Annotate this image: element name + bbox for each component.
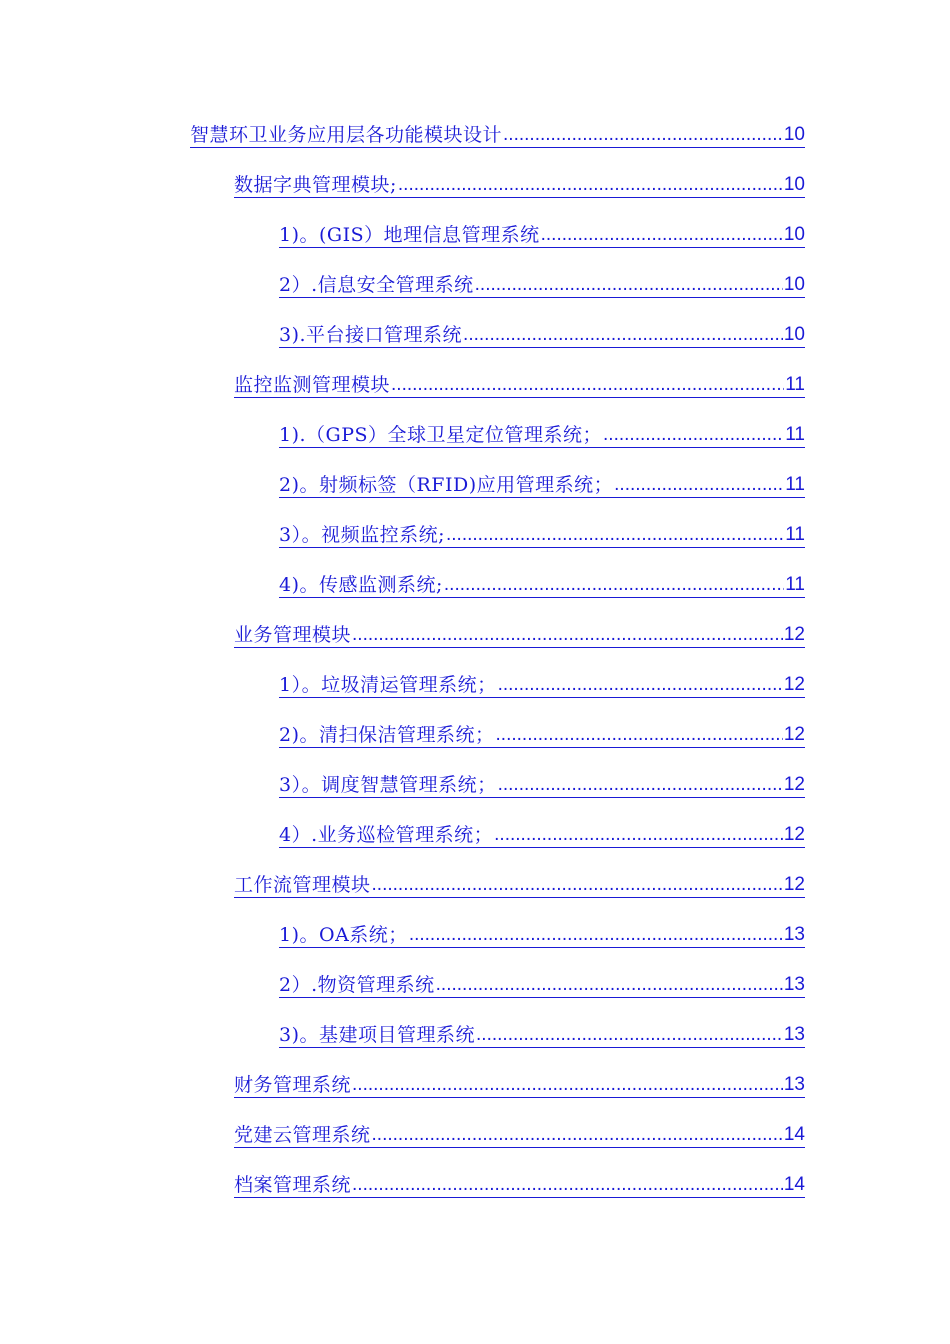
toc-dot-leader — [476, 1024, 783, 1046]
toc-entry-page: 13 — [783, 1074, 805, 1095]
toc-entry[interactable] — [279, 922, 805, 948]
toc-dot-leader — [503, 124, 783, 146]
toc-entry[interactable] — [234, 872, 805, 898]
toc-dot-leader — [372, 1124, 783, 1146]
toc-entry[interactable] — [279, 272, 805, 298]
toc-entry-page: 10 — [783, 224, 805, 245]
toc-entry-page: 10 — [783, 274, 805, 295]
toc-entry-title: 1）。垃圾清运管理系统； — [279, 674, 497, 696]
toc-entry-title: 工作流管理模块 — [234, 874, 371, 896]
toc-entry-page: 13 — [783, 1024, 805, 1045]
toc-entry-page: 12 — [783, 774, 805, 795]
toc-entry[interactable] — [279, 722, 805, 748]
toc-entry[interactable] — [279, 572, 805, 598]
toc-entry-title: 4)。传感监测系统; — [279, 574, 443, 596]
toc-entry[interactable] — [234, 1172, 805, 1198]
toc-dot-leader — [446, 524, 784, 546]
toc-entry[interactable] — [234, 172, 805, 198]
toc-entry-page: 11 — [785, 424, 805, 445]
toc-dot-leader — [398, 174, 783, 196]
toc-entry[interactable] — [190, 122, 805, 148]
toc-dot-leader — [496, 724, 783, 746]
toc-dot-leader — [475, 274, 783, 296]
toc-dot-leader — [541, 224, 783, 246]
toc-entry[interactable] — [234, 1122, 805, 1148]
toc-entry-page: 12 — [783, 824, 805, 845]
toc-entry-title: 监控监测管理模块 — [234, 374, 391, 396]
toc-dot-leader — [498, 674, 783, 696]
toc-dot-leader — [463, 324, 783, 346]
toc-entry-page: 12 — [783, 724, 805, 745]
toc-entry-page: 14 — [783, 1124, 805, 1145]
toc-entry[interactable] — [234, 372, 805, 398]
toc-entry-title: 业务管理模块 — [234, 624, 352, 646]
toc-entry[interactable] — [279, 772, 805, 798]
toc-entry-page: 12 — [783, 674, 805, 695]
toc-entry-title: 数据字典管理模块; — [234, 174, 397, 196]
toc-entry-page: 13 — [783, 974, 805, 995]
toc-entry-title: 2)。清扫保洁管理系统； — [279, 724, 495, 746]
toc-entry-page: 14 — [783, 1174, 805, 1195]
toc-entry-title: 3）。调度智慧管理系统； — [279, 774, 497, 796]
toc-entry-title: 1)。OA系统； — [279, 924, 408, 946]
toc-entry-title: 1).（GPS）全球卫星定位管理系统； — [279, 424, 603, 446]
toc-entry-title: 3)。基建项目管理系统 — [279, 1024, 476, 1046]
toc-entry-title: 3）。视频监控系统; — [279, 524, 445, 546]
toc-dot-leader — [444, 574, 784, 596]
toc-entry-page: 13 — [783, 924, 805, 945]
toc-entry-title: 财务管理系统 — [234, 1074, 352, 1096]
toc-entry-title: 2）.信息安全管理系统 — [279, 274, 474, 296]
toc-entry[interactable] — [279, 422, 805, 448]
toc-dot-leader — [352, 1174, 783, 1196]
toc-entry[interactable] — [279, 472, 805, 498]
toc-entry-page: 11 — [785, 524, 805, 545]
toc-entry-page: 10 — [783, 174, 805, 195]
toc-entry[interactable] — [279, 322, 805, 348]
toc-entry-title: 党建云管理系统 — [234, 1124, 371, 1146]
toc-dot-leader — [372, 874, 783, 896]
toc-entry-page: 11 — [785, 474, 805, 495]
toc-entry-title: 1)。(GIS）地理信息管理系统 — [279, 224, 540, 246]
toc-dot-leader — [352, 624, 783, 646]
toc-dot-leader — [409, 924, 783, 946]
toc-entry-page: 11 — [785, 574, 805, 595]
toc-dot-leader — [436, 974, 783, 996]
toc-entry[interactable] — [279, 222, 805, 248]
toc-entry-title: 2)。射频标签（RFID)应用管理系统； — [279, 474, 614, 496]
toc-entry-title: 2）.物资管理系统 — [279, 974, 435, 996]
toc-entry-page: 12 — [783, 624, 805, 645]
toc-entry-page: 12 — [783, 874, 805, 895]
toc-entry[interactable] — [279, 672, 805, 698]
toc-entry[interactable] — [234, 1072, 805, 1098]
toc-entry-page: 10 — [783, 324, 805, 345]
toc-entry-title: 3).平台接口管理系统 — [279, 324, 463, 346]
toc-entry-page: 10 — [783, 124, 805, 145]
toc-dot-leader — [498, 774, 783, 796]
toc-dot-leader — [603, 424, 784, 446]
toc-dot-leader — [614, 474, 784, 496]
toc-entry[interactable] — [279, 1022, 805, 1048]
toc-entry[interactable] — [234, 622, 805, 648]
toc-entry-title: 档案管理系统 — [234, 1174, 352, 1196]
toc-entry-page: 11 — [785, 374, 805, 395]
toc-entry[interactable] — [279, 522, 805, 548]
toc-dot-leader — [391, 374, 784, 396]
toc-entry-title: 智慧环卫业务应用层各功能模块设计 — [190, 124, 503, 146]
toc-entry-title: 4）.业务巡检管理系统； — [279, 824, 494, 846]
toc-entry[interactable] — [279, 972, 805, 998]
toc-dot-leader — [352, 1074, 783, 1096]
toc-entry[interactable] — [279, 822, 805, 848]
toc-dot-leader — [494, 824, 783, 846]
